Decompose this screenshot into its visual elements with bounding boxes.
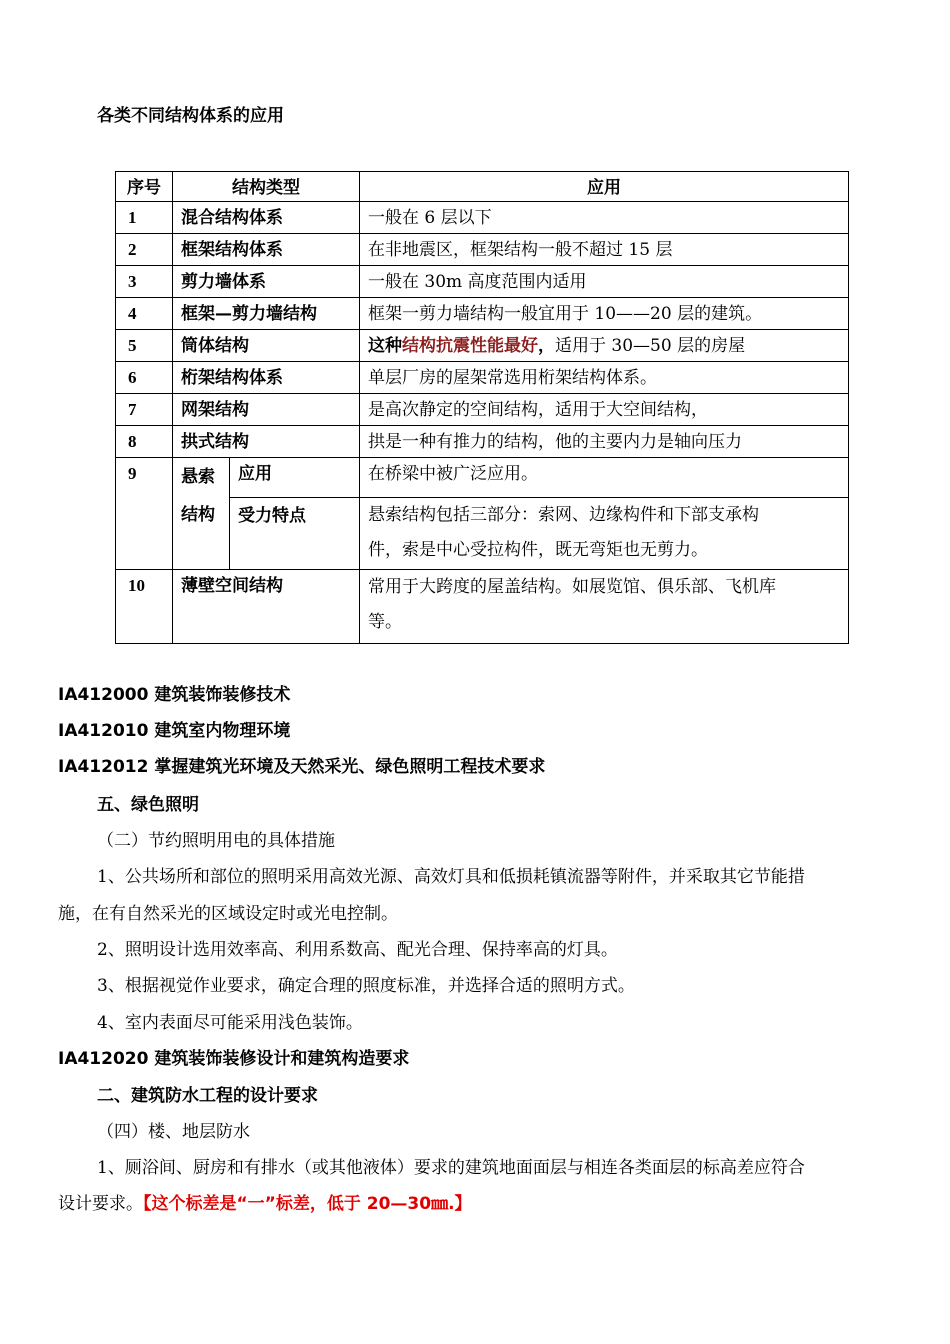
row-app-line: 常用于大跨度的屋盖结构。如展览馆、俱乐部、飞机库: [368, 577, 776, 597]
subsection-heading: 二、建筑防水工程的设计要求: [97, 1086, 318, 1106]
row-app: 单层厂房的屋架常选用桁架结构体系。: [360, 362, 849, 394]
row-num: 1: [116, 202, 173, 234]
section-heading: IA412000 建筑装饰装修技术: [58, 685, 291, 705]
paragraph-line: 3、根据视觉作业要求，确定合理的照度标准，并选择合适的照明方式。: [97, 976, 635, 996]
row-subtype: 应用: [230, 458, 360, 498]
app-rest: 适用于 30—50 层的房屋: [555, 336, 746, 356]
paragraph-line: [58, 1189, 472, 1214]
red-note: 【这个标差是“一”标差，低于 20—30㎜.】: [143, 1194, 472, 1214]
page-heading: 各类不同结构体系的应用: [97, 106, 284, 126]
row-app: 在非地震区，框架结构一般不超过 15 层: [360, 234, 849, 266]
row-subtype: 受力特点: [230, 498, 360, 570]
header-type: 结构类型: [173, 172, 360, 202]
header-seq: 序号: [116, 172, 173, 202]
paragraph-text: 设计要求。: [58, 1194, 143, 1214]
subsection-heading: 五、绿色照明: [97, 795, 199, 815]
row-type: 网架结构: [173, 394, 360, 426]
row-type: 剪力墙体系: [173, 266, 360, 298]
row-app-line: 件，索是中心受拉构件，既无弯矩也无剪力。: [368, 540, 708, 560]
row-type: 框架结构体系: [173, 234, 360, 266]
row-num: 5: [116, 330, 173, 362]
structure-table: [115, 171, 849, 644]
row-app-line: 悬索结构包括三部分：索网、边缘构件和下部支承构: [368, 505, 759, 525]
subsection-item: （四）楼、地层防水: [97, 1122, 250, 1142]
paragraph-line: 2、照明设计选用效率高、利用系数高、配光合理、保持率高的灯具。: [97, 940, 618, 960]
section-heading: IA412010 建筑室内物理环境: [58, 721, 291, 741]
row-type: 框架—剪力墙结构: [173, 298, 360, 330]
row-type: 薄壁空间结构: [173, 570, 360, 644]
table-row: [116, 266, 849, 298]
row-type: 混合结构体系: [173, 202, 360, 234]
row-app: [360, 498, 849, 570]
paragraph-line: 1、厕浴间、厨房和有排水（或其他液体）要求的建筑地面面层与相连各类面层的标高差应符合: [97, 1158, 805, 1178]
row-num: 10: [116, 570, 173, 644]
table-row: [116, 426, 849, 458]
table-row: [116, 394, 849, 426]
table-row: [116, 570, 849, 644]
paragraph-line: 4、室内表面尽可能采用浅色装饰。: [97, 1013, 363, 1033]
row-app: 框架一剪力墙结构一般宜用于 10——20 层的建筑。: [360, 298, 849, 330]
header-app: 应用: [360, 172, 849, 202]
row-app: [360, 570, 849, 644]
row-num: 7: [116, 394, 173, 426]
table-row: [116, 458, 849, 498]
row-type-line: 悬索: [181, 467, 215, 487]
table-row: [116, 298, 849, 330]
row-num: 6: [116, 362, 173, 394]
row-num: 2: [116, 234, 173, 266]
row-app-line: 等。: [368, 612, 402, 632]
row-num: 9: [116, 458, 173, 570]
table-header-row: [116, 172, 849, 202]
paragraph-line: 1、公共场所和部位的照明采用高效光源、高效灯具和低损耗镇流器等附件，并采取其它节能措: [97, 867, 805, 887]
row-num: 4: [116, 298, 173, 330]
row-type: 筒体结构: [173, 330, 360, 362]
row-app: 一般在 6 层以下: [360, 202, 849, 234]
row-type: 拱式结构: [173, 426, 360, 458]
row-num: 8: [116, 426, 173, 458]
paragraph-line: 施，在有自然采光的区域设定时或光电控制。: [58, 904, 398, 924]
app-bold-comma: ，: [538, 336, 555, 356]
row-type-line: 结构: [181, 505, 215, 525]
app-highlight: 结构抗震性能最好: [402, 336, 538, 356]
section-heading: IA412020 建筑装饰装修设计和建筑构造要求: [58, 1049, 410, 1069]
row-type-suspension: [173, 458, 230, 570]
app-bold-prefix: 这种: [368, 336, 402, 356]
row-num: 3: [116, 266, 173, 298]
table-row: [116, 362, 849, 394]
row-app: 一般在 30m 高度范围内适用: [360, 266, 849, 298]
subsection-item: （二）节约照明用电的具体措施: [97, 831, 335, 851]
table-row: [116, 234, 849, 266]
section-heading: IA412012 掌握建筑光环境及天然采光、绿色照明工程技术要求: [58, 757, 546, 777]
row-app: 在桥梁中被广泛应用。: [360, 458, 849, 498]
table-row: [116, 330, 849, 362]
row-app: 是高次静定的空间结构，适用于大空间结构，: [360, 394, 849, 426]
row-app: 拱是一种有推力的结构，他的主要内力是轴向压力: [360, 426, 849, 458]
row-app: [360, 330, 849, 362]
row-type: 桁架结构体系: [173, 362, 360, 394]
table-row: [116, 202, 849, 234]
